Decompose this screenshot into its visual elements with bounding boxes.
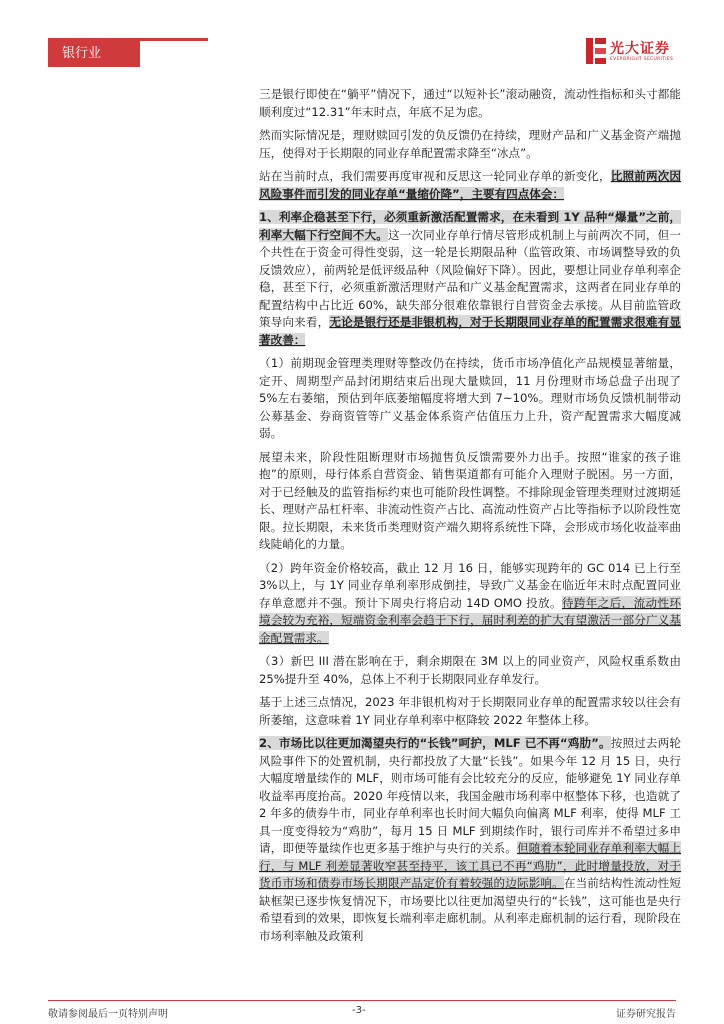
text-run: 三是银行即使在“躺平”情况下，通过“以短补长”滚动融资，流动性指标和头寸都能顺利度过“12.31”年末时点，年底不足为虑。 <box>259 87 681 119</box>
section-tag: 银行业 <box>48 41 140 67</box>
report-body <box>259 86 681 951</box>
text-run: 然而实际情况是，理财赎回引发的负反馈仍在持续，理财产品和广义基金资产端抛压，使得对于长期限的同业存单配置需求降至“冰点”。 <box>259 128 681 160</box>
paragraph <box>259 735 681 945</box>
text-run: 基于上述三点情况，2023 年非银机构对于长期限同业存单的配置需求较以往会有所萎缩，这意味着 1Y 同业存单利率中枢降较 2022 年整体上移。 <box>259 695 681 727</box>
footer-disclaimer: 敬请参阅最后一页特别声明 <box>48 1009 168 1020</box>
text-run: 这一次同业存单行情尽管形成机制上与前两次不同，但一个共性在于资金可得性变弱，这一轮是长期限品种（监管政策、市场调整导致的负反馈效应），前两轮是低评级品种（风险偏好下降）。因此，要想让同业存单利率企稳，甚至下行，必须重新激活理财产品和广义基金配置需求，这两者在同业存单的配置结构中占比近 60%，缺失部分很难依靠银行自营资金去承接。从目前监管政策导向来看， <box>259 227 681 329</box>
text-run: 但随着本轮同业存单利率大幅上行，与 MLF 利差显著收窄甚至持平，该工具已不再“鸡肋”，此时增量投放，对于货币市场和债券市场长期限产品定价有着较强的边际影响。 <box>259 841 681 890</box>
logo-text-cn: 光大证券 <box>610 41 670 57</box>
text-run: 无论是银行还是非银机构，对于长期限同业存单的配置需求很难有显著改善： <box>259 315 681 347</box>
page-number: -3- <box>352 1005 366 1016</box>
text-run: 待跨年之后，流动性环境会较为充裕，短端资金利率会趋于下行，届时利差的扩大有望激活一部分广义基金配置需求。 <box>259 595 681 645</box>
text-run: （1）前期现金管理类理财等整改仍在持续，货币市场净值化产品规模显著缩量，定开、周期型产品封闭期结束后出现大量赎回，11 月份理财市场总盘子出现了 5%左右萎缩，预估到年底萎缩幅度将增大到 7~10%。理财市场负反馈机制带动公募基金、券商资管等广义基金体系资产估值压力上升，资产配置需求大幅度减弱。 <box>259 356 681 440</box>
text-run: 展望未来，阶段性阻断理财市场抛售负反馈需要外力出手。按照“谁家的孩子谁抱”的原则，母行体系自营资金、销售渠道都有可能介入理财子脱困。另一方面，对于已经触及的监管指标约束也可能阶段性调整。不排除现金管理类理财过渡期延长、理财产品杠杆率、非流动性资产占比、高流动性资产占比等指标予以阶段性宽限。拉长期限，未来货币类理财资产端久期将系统性下降，会形成市场化收益率曲线陡峭化的力量。 <box>259 449 681 551</box>
text-run: 在当前结构性流动性短缺框架已逐步恢复情况下，市场要比以往更加渴望央行的“长钱”，这可能也是央行希望看到的效果，即恢复长端利率走廊机制。从利率走廊机制的运行看，现阶段在市场利率触及政策利 <box>259 876 681 943</box>
paragraph <box>259 653 681 688</box>
everbright-logo-icon <box>586 38 606 64</box>
text-run: 2、市场比以往更加渴望央行的“长钱”呵护，MLF 已不再“鸡肋”。 <box>259 736 611 750</box>
paragraph <box>259 168 681 203</box>
brand-logo <box>586 36 686 68</box>
paragraph <box>259 127 681 162</box>
paragraph <box>259 355 681 443</box>
footer-report-type: 证券研究报告 <box>616 1009 676 1020</box>
footer-rule <box>48 1000 676 1001</box>
paragraph <box>259 560 681 648</box>
text-run: （3）新巴 III 潜在影响在于，剩余期限在 3M 以上的同业资产，风险权重系数由 25%提升至 40%，总体上不利于长期限同业存单发行。 <box>259 654 681 686</box>
text-run: 站在当前时点，我们需要再度审视和反思这一轮同业存单的新变化， <box>259 169 611 183</box>
text-run: 按照过去两轮风险事件下的处置机制，央行都投放了大量“长钱”。如果今年 12 月 15 日，央行大幅度增量续作的 MLF，则市场可能有会比较充分的反应，能够避免 1Y 同业存单收益率再度抬高。2020 年疫情以来，我国金融市场利率中枢整体下移，也造就了 2 年多的债券牛市，同业存单利率也长时间大幅负向偏离 MLF 利率，使得 MLF 工具一度变得较为“鸡肋”，每月 15 日 MLF 到期续作时，银行司库并不希望过多申请，即便等量续作也更多基于维护与央行的关系。 <box>259 736 681 855</box>
text-run: （2）跨年资金价格较高，截止 12 月 16 日，能够实现跨年的 GC 014 已上行至 3%以上，与 1Y 同业存单利率形成倒挂，导致广义基金在临近年末时点配置同业存单意愿并不强。预计下周央行将启动 14D OMO 投放。 <box>259 560 681 610</box>
paragraph <box>259 694 681 729</box>
paragraph <box>259 209 681 349</box>
paragraph <box>259 449 681 554</box>
text-run: 比照前两次因风险事件而引发的同业存单“量缩价降”，主要有四点体会： <box>259 169 681 201</box>
text-run: 1、利率企稳甚至下行，必须重新激活配置需求，在未看到 1Y 品种“爆量”之前，利率大幅下行空间不大。 <box>259 210 681 242</box>
paragraph <box>259 86 681 121</box>
logo-text-en: EVERBRIGHT SECURITIES <box>610 57 674 62</box>
